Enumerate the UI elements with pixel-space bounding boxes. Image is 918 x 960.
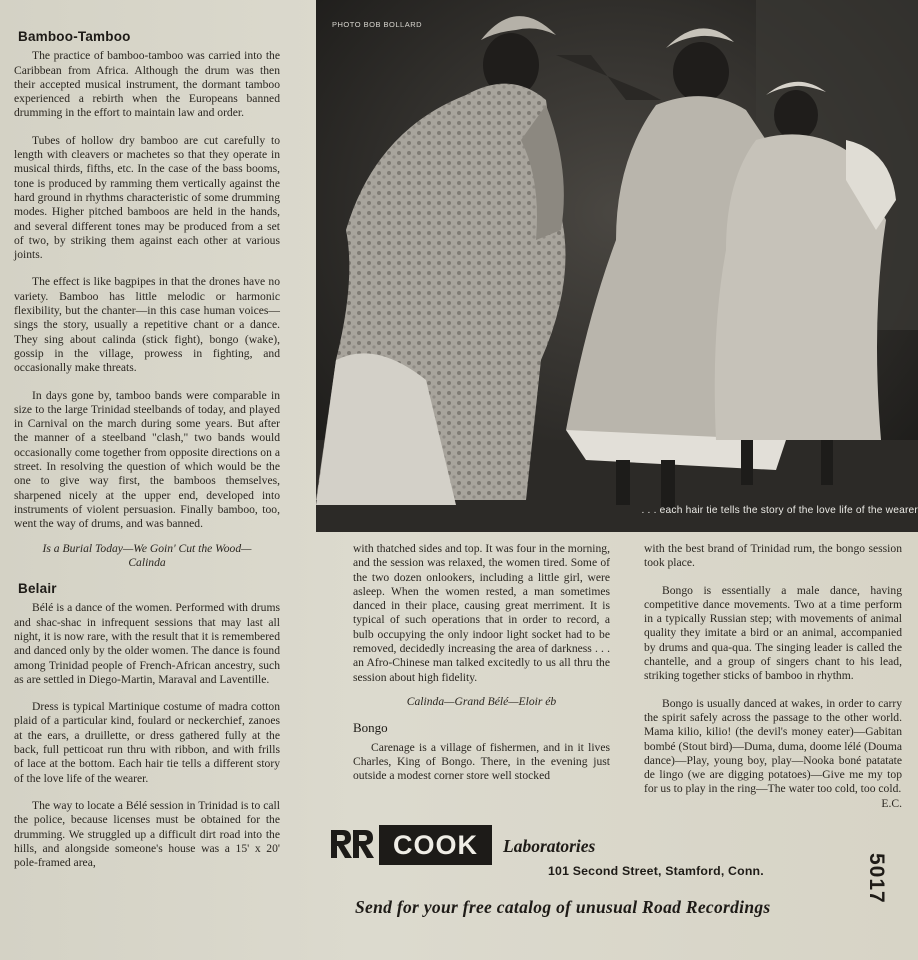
left-column <box>14 30 280 883</box>
bamboo-paragraph-2: Tubes of hollow dry bamboo are cut carefully to length with cleavers or machetes so that they operate in musical thirds, fifths, etc. In the case of the bass booms, tone is produced by ramming them vertically against the hard ground in rhythms characteristic of some drumming modes. Higher pitched bamboos are held in the hands, and several different tones may be produced from a set of two, by striking them against each other at various joints. <box>14 133 280 262</box>
dancers-photo-image <box>316 0 918 532</box>
belair-paragraph-1: Bélé is a dance of the women. Performed with drums and shac-shac in infrequent sessions that may last all night, it is now rare, with the result that it is remembered and danced only by the older women. The dance is found among Trinidad people of French-African ancestry, such as are settled in Diego-Martin, Maraval and Laventille. <box>14 601 280 686</box>
belair-heading: Belair <box>18 581 57 597</box>
bamboo-paragraph-1: The practice of bamboo-tamboo was carried into the Caribbean from Africa. Although the drum was then their accepted musical instrument, the dormant tamboo experienced a rebirth when the Europeans banned drumming in the effort to maintain law and order. <box>14 49 280 120</box>
bamboo-paragraph-3: The effect is like bagpipes in that the drones have no variety. Bamboo has little melodic or harmonic flexibility, but the chanter—in this case human voices—sings the story, usually a repetitive chant or a dance. They sing about calinda (stick fight), bongo (wake), gossip in the village, prowess in fighting, and occasionally make threats. <box>14 275 280 375</box>
bongo-heading: Bongo <box>353 720 388 736</box>
bamboo-credits-line-1: Is a Burial Today—We Goin' Cut the Wood— <box>42 541 252 555</box>
bongo-paragraph-2: with the best brand of Trinidad rum, the bongo session took place. <box>644 542 902 570</box>
author-signature: E.C. <box>881 796 902 810</box>
belair-paragraph-3: The way to locate a Bélé session in Trinidad is to call the police, because licenses must be obtained for the drumming. We struggled up a difficult dirt road into the hills, and alongside someone's house was a 15' x 20' pole-framed area, <box>14 798 280 870</box>
bongo-paragraph-4 <box>644 696 902 810</box>
catalog-offer: Send for your free catalog of unusual Road Recordings <box>355 897 771 917</box>
laboratories-label: Laboratories <box>503 836 596 856</box>
belair-paragraph-4: with thatched sides and top. It was four in the morning, and the session was relaxed, the women tired. Some of the two dozen onlookers, including a little girl, were asleep. When the women rested, a man sometimes danced in their place, causing great merriment. It is typical of such operations that in order to record, a bulb occupying the only indoor light socket had to be removed, decidedly increasing the area of darkness . . . an Afro-Chinese man talked excitedly to us all thru the session about high fidelity. <box>353 542 610 684</box>
belair-track-credits: Calinda—Grand Bélé—Eloir éb <box>406 694 557 708</box>
middle-column <box>353 542 610 796</box>
dancers-photo <box>316 0 918 532</box>
bamboo-track-credits <box>14 542 280 571</box>
bongo-paragraph-1: Carenage is a village of fishermen, and in it lives Charles, King of Bongo. There, in the evening just outside a modest corner store well stocked <box>353 740 610 783</box>
bamboo-paragraph-4: In days gone by, tamboo bands were comparable in size to the large Trinidad steelbands of today, and played in Carnival on the march during some years. But after the manner of a steelband "clash," two bands would occasionally come together from opposite directions on a street. In resolving the question of which would be the one to give way first, the bamboos themselves, sharpened nicely at the upper end, developed into instruments of violent persuasion. Finally bamboo, too, went the way of drums, and was banned. <box>14 388 280 531</box>
company-address: 101 Second Street, Stamford, Conn. <box>548 864 764 878</box>
cook-logo-box <box>379 825 492 865</box>
cook-logo-mark-icon <box>329 826 377 862</box>
right-column <box>644 542 902 811</box>
bamboo-heading: Bamboo-Tamboo <box>18 29 131 44</box>
photo-caption: . . . each hair tie tells the story of the love life of the wearer <box>641 505 918 516</box>
bongo-paragraph-4-text: Bongo is usually danced at wakes, in order to carry the spirit safely across the passage to the other world. Mama kilio, kilio! (the devil's money eater)—Gabitan bombé (Stout bird)—Duma, duma, doome lélé (Douma dance)—Play, young boy, play—Nooka boné patatate de lingo (we are digging potatoes)—Give me my top for us to play in the ring—The water too cold, too cold. <box>644 696 902 796</box>
belair-paragraph-2: Dress is typical Martinique costume of madra cotton plaid of a particular kind, foulard or neckerchief, zanoes at the ears, a druillette, or dress gathered fully at the back, full petticoat run thru with ribbon, and with frills of lace at the bottom. Each hair tie tells a different story of the love life of the wearer. <box>14 700 280 785</box>
catalog-number: 5017 <box>865 853 888 904</box>
bongo-paragraph-3: Bongo is essentially a male dance, having competitive dance movements. Two at a time perform in a typically Russian step; with movements of animal quality they imitate a bird or an animal, accompanied by drums and qua-qua. The singing leader is called the chantelle, and a group of singers chant to his lead, striking together sticks of bamboo in rhythm. <box>644 583 902 683</box>
cook-logo-word: COOK <box>393 829 478 860</box>
bamboo-credits-line-2: Calinda <box>128 555 166 569</box>
photo-credit: PHOTO BOB BOLLARD <box>332 20 423 29</box>
